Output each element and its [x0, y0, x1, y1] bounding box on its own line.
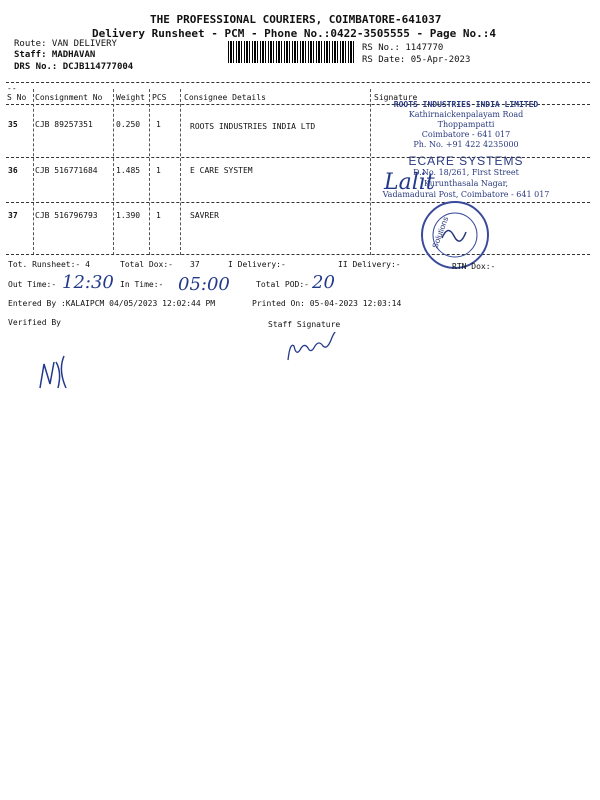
out-time-label: Out Time:- — [8, 280, 57, 289]
col-header-consignment: Consignment No — [35, 93, 103, 102]
col-header-sno: S No — [7, 93, 27, 102]
barcode-image — [228, 41, 356, 63]
handwritten-signature: Lalit — [384, 170, 435, 195]
stamp-line: ROOTS INDUSTRIES INDIA LIMITED — [393, 100, 539, 109]
entered-by: Entered By :KALAIPCM 04/05/2023 12:02:44 PM — [8, 299, 216, 308]
rs-date: RS Date: 05-Apr-2023 — [362, 55, 471, 65]
total-dox-value: 37 — [190, 260, 200, 269]
stamp-line: D.No. 18/261, First Street — [413, 168, 519, 177]
col-header-consignee: Consignee Details — [184, 93, 266, 102]
row-consignee: SAVRER — [190, 211, 219, 220]
stamp-line: Coimbatore - 641 017 — [421, 130, 511, 139]
out-time-value: 12:30 — [62, 272, 114, 293]
in-time-label: In Time:- — [120, 280, 164, 289]
stamp-line: ECARE SYSTEMS — [408, 154, 524, 168]
col-header-weight: Weight — [116, 93, 145, 102]
round-seal-icon — [420, 200, 490, 270]
roots-stamp — [376, 100, 556, 150]
seal-text: Solutions — [430, 215, 451, 250]
stamp-line: Kurunthasala Nagar, — [423, 179, 509, 188]
col-sep — [113, 89, 114, 255]
row-pcs: 1 — [156, 166, 161, 175]
col-header-pcs: PCS — [152, 93, 167, 102]
stamp-line: Ph. No. +91 422 4235000 — [413, 140, 519, 149]
route-label: Route: VAN DELIVERY — [14, 39, 117, 49]
col-sep — [33, 89, 34, 255]
total-pod-label: Total POD:- — [256, 280, 309, 289]
stamp-line: Kathirnaickenpalayam Road — [408, 110, 524, 119]
row-consignment: CJB 516796793 — [35, 211, 98, 220]
company-title: THE PROFESSIONAL COURIERS, COIMBATORE-641037 — [150, 13, 442, 26]
row-weight: 0.250 — [116, 120, 141, 129]
runsheet-title: Delivery Runsheet - PCM - Phone No.:0422-3505555 - Page No.:4 — [92, 27, 496, 40]
col-header-signature: Signature — [374, 93, 418, 102]
divider-bottom — [6, 254, 590, 255]
staff-signature-scribble — [284, 332, 344, 366]
in-time-value: 05:00 — [178, 274, 230, 295]
row-weight: 1.485 — [116, 166, 141, 175]
drs-number: DRS No.: DCJB114777004 — [14, 62, 134, 72]
staff-signature-label: Staff Signature — [268, 320, 341, 329]
row-sno: 36 — [8, 166, 18, 175]
row-sno: 37 — [8, 211, 18, 220]
verified-by-label: Verified By — [8, 318, 61, 327]
total-pod-value: 20 — [312, 272, 335, 293]
verifier-signature-scribble — [34, 352, 78, 392]
i-delivery-label: I Delivery:- — [228, 260, 286, 269]
total-runsheet: Tot. Runsheet:- 4 — [8, 260, 90, 269]
row-divider — [6, 202, 590, 203]
col-sep — [370, 89, 371, 255]
row-sno: 35 — [8, 120, 18, 129]
divider-top — [6, 82, 590, 83]
printed-on: Printed On: 05-04-2023 12:03:14 — [252, 299, 402, 308]
row-consignment: CJB 516771684 — [35, 166, 98, 175]
row-consignee: E CARE SYSTEM — [190, 166, 253, 175]
row-consignee: ROOTS INDUSTRIES INDIA LTD — [190, 122, 316, 131]
row-consignment: CJB 89257351 — [35, 120, 93, 129]
staff-label: Staff: MADHAVAN — [14, 50, 96, 60]
ellipsis-mark: -- — [7, 84, 17, 93]
rtn-dox-label: RTN Dox:- — [452, 262, 496, 271]
stamp-line: Vadamadurai Post, Coimbatore - 641 017 — [382, 190, 550, 199]
col-sep — [149, 89, 150, 255]
rs-number: RS No.: 1147770 — [362, 43, 444, 53]
ii-delivery-label: II Delivery:- — [338, 260, 401, 269]
row-weight: 1.390 — [116, 211, 141, 220]
stamp-line: Thoppampatti — [437, 120, 495, 129]
total-dox-label: Total Dox:- — [120, 260, 173, 269]
col-sep — [180, 89, 181, 255]
row-pcs: 1 — [156, 211, 161, 220]
row-pcs: 1 — [156, 120, 161, 129]
